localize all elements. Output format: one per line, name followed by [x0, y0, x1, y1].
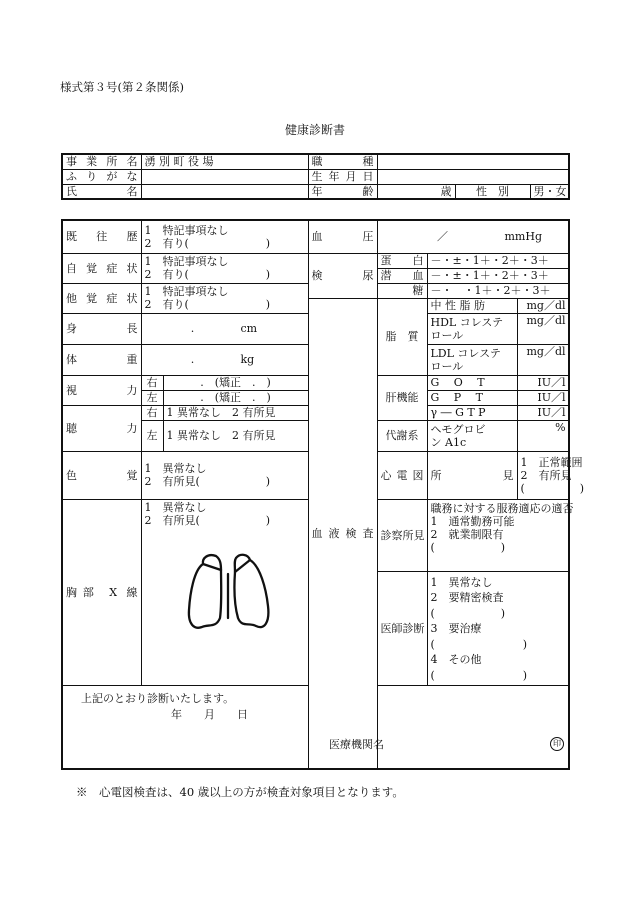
hearing-right-label: 右	[141, 405, 163, 420]
hearing-left-value[interactable]: 1 異常なし 2 有所見	[163, 420, 308, 451]
vision-right-label: 右	[141, 375, 163, 390]
past-history-opt1[interactable]: 1 特記事項なし	[144, 223, 229, 237]
hba1c-unit[interactable]: %	[517, 420, 569, 451]
objective-opt2[interactable]: 2 有り( )	[144, 298, 271, 311]
lipid-label: 脂 質	[377, 298, 427, 375]
name-label: 氏 名	[62, 184, 141, 199]
form-number: 様式第３号(第２条関係)	[60, 80, 184, 94]
info-table	[61, 153, 570, 200]
subjective-label: 自覚症状	[62, 253, 141, 283]
ecg-opt1[interactable]: 1 正常範囲	[520, 455, 583, 469]
tg-label: 中 性 脂 肪	[427, 298, 517, 313]
hba1c-label-2: ン A1c	[430, 435, 467, 449]
color-vision-label: 色 覚	[62, 451, 141, 499]
job-label: 職 種	[308, 154, 377, 169]
weight-value[interactable]: .	[190, 353, 195, 366]
exam-opt3[interactable]: ( )	[430, 540, 506, 554]
weight-label: 体 重	[62, 344, 141, 375]
hdl-label-2: ロール	[430, 328, 464, 342]
xray-opt2[interactable]: 2 有所見( )	[144, 513, 271, 527]
vision-right-value[interactable]: . (矯正 . )	[163, 375, 308, 390]
diag-opt1[interactable]: 1 異常なし	[430, 575, 493, 589]
ecg-note: ※ 心電図検査は、40 歳以上の方が検査対象項目となります。	[76, 785, 404, 799]
ecg-opt3[interactable]: ( )	[520, 481, 585, 495]
bp-label: 血 圧	[308, 220, 377, 253]
occult-blood-label: 潜 血	[377, 268, 427, 283]
exam-opt2[interactable]: 2 就業制限有	[430, 527, 504, 541]
ldl-unit[interactable]: mg／dl	[517, 344, 569, 375]
tg-unit[interactable]: mg／dl	[517, 298, 569, 313]
ldl-label-2: ロール	[430, 359, 464, 373]
hba1c-label-1: ヘモグロビ	[430, 422, 486, 436]
ldl-label-1: LDL コレステ	[430, 346, 501, 360]
subjective-opt2[interactable]: 2 有り( )	[144, 268, 271, 281]
protein-label: 蛋 白	[377, 253, 427, 268]
gpt-label: G P T	[427, 390, 517, 405]
birth-field[interactable]	[377, 169, 569, 184]
diag-opt2[interactable]: 2 要精密検査	[430, 591, 504, 604]
diag-opt7[interactable]: ( )	[430, 668, 528, 682]
past-history-label: 既 往 歴	[62, 220, 141, 253]
color-opt1[interactable]: 1 異常なし	[144, 462, 207, 475]
document-title: 健康診断書	[284, 123, 345, 137]
got-label: G O T	[427, 375, 517, 390]
protein-scale[interactable]: －・±・1＋・2＋・3＋	[427, 253, 569, 268]
color-opt2[interactable]: 2 有所見( )	[144, 475, 271, 488]
subjective-opt1[interactable]: 1 特記事項なし	[144, 255, 229, 268]
height-value[interactable]: .	[190, 322, 195, 335]
exam-heading: 職務に対する服務適応の適否	[430, 501, 574, 515]
vision-left-value[interactable]: . (矯正 . )	[163, 390, 308, 405]
diag-opt5[interactable]: ( )	[430, 637, 528, 651]
ggtp-label: γ ― G T P	[427, 405, 517, 420]
statement-text: 上記のとおり診断いたします。	[81, 691, 235, 705]
hearing-right-value[interactable]: 1 異常なし 2 有所見	[163, 405, 308, 420]
hearing-left-label: 左	[141, 420, 163, 451]
gpt-unit[interactable]: IU／l	[517, 390, 569, 405]
metab-label: 代謝系	[377, 420, 427, 451]
got-unit[interactable]: IU／l	[517, 375, 569, 390]
bp-value[interactable]: ／	[437, 230, 448, 244]
birth-label: 生年月日	[308, 169, 377, 184]
diag-opt4[interactable]: 3 要治療	[430, 622, 482, 635]
sugar-label: 糖	[377, 283, 427, 298]
age-label: 年 齢	[308, 184, 377, 199]
vision-left-label: 左	[141, 390, 163, 405]
occult-blood-scale[interactable]: －・±・1＋・2＋・3＋	[427, 268, 569, 283]
employer-label: 事業所名	[62, 154, 141, 169]
objective-label: 他覚症状	[62, 283, 141, 313]
ecg-opt2[interactable]: 2 有所見	[520, 468, 572, 482]
height-label: 身 長	[62, 313, 141, 344]
past-history-opt2[interactable]: 2 有り( )	[144, 236, 271, 250]
weight-unit: kg	[240, 353, 255, 366]
height-unit: cm	[240, 322, 258, 335]
chest-xray-label: 胸部 X 線	[62, 499, 141, 685]
urine-label: 検 尿	[308, 253, 377, 298]
name-field[interactable]	[141, 184, 308, 199]
hdl-label-1: HDL コレステ	[430, 315, 504, 329]
diagnosis-label: 医師診断	[377, 571, 427, 685]
date-line[interactable]: 年 月 日	[171, 707, 248, 721]
hdl-unit[interactable]: mg／dl	[517, 313, 569, 344]
ecg-label: 心 電 図	[377, 451, 427, 499]
sex-options[interactable]: 男・女	[530, 184, 569, 199]
institution-label: 医療機関名	[329, 737, 384, 751]
employer-value[interactable]: 湧 別 町 役 場	[141, 154, 308, 169]
blood-test-label: 血液検査	[308, 298, 377, 769]
liver-label: 肝機能	[377, 375, 427, 420]
sex-label: 性 別	[455, 184, 530, 199]
ggtp-unit[interactable]: IU／l	[517, 405, 569, 420]
furigana-label: ふりがな	[62, 169, 141, 184]
xray-opt1[interactable]: 1 異常なし	[144, 500, 207, 514]
sugar-scale[interactable]: －・ ・1＋・2＋・3＋	[427, 283, 569, 298]
seal-mark: 印	[550, 737, 564, 751]
bp-unit: mmHg	[504, 230, 542, 244]
lungs-sketch-icon	[184, 548, 274, 638]
hearing-label: 聴 力	[62, 405, 141, 451]
vision-label: 視 力	[62, 375, 141, 405]
diag-opt6[interactable]: 4 その他	[430, 653, 482, 666]
exam-label: 診察所見	[377, 499, 427, 571]
objective-opt1[interactable]: 1 特記事項なし	[144, 285, 229, 298]
age-unit[interactable]: 歳	[377, 184, 455, 199]
exam-table	[61, 219, 585, 770]
exam-opt1[interactable]: 1 通常勤務可能	[430, 514, 515, 528]
ecg-finding-label: 所 見	[427, 451, 517, 499]
diag-opt3[interactable]: ( )	[430, 606, 506, 620]
furigana-field[interactable]	[141, 169, 308, 184]
job-field[interactable]	[377, 154, 569, 169]
